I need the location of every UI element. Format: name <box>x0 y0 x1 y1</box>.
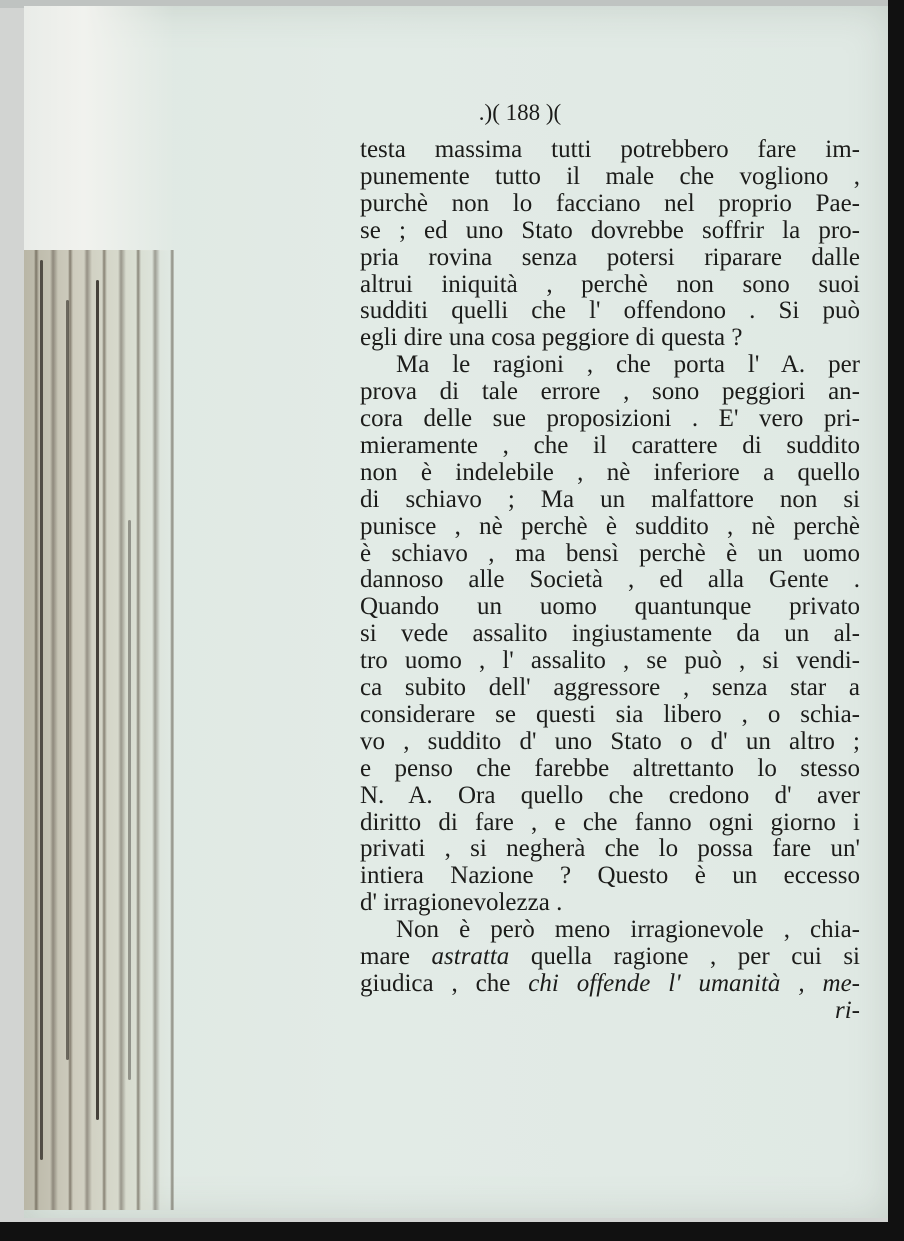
text-line <box>360 782 860 809</box>
text-line <box>360 701 860 728</box>
line-text: purchè non lo facciano nel proprio Pae- <box>360 189 860 217</box>
line-text: cora delle sue proposizioni . E' vero pri- <box>360 405 860 432</box>
line-text: punemente tutto il male che vogliono , <box>360 162 860 190</box>
line-text: considerare se questi sia libero , o schia- <box>360 700 860 728</box>
text-line <box>360 809 860 836</box>
text-line <box>360 566 860 593</box>
text-line <box>360 728 860 755</box>
line-text: sudditi quelli che l' offendono . Si può <box>360 297 860 325</box>
text-line <box>360 647 860 674</box>
line-text: privati , si negherà che lo possa fare un' <box>360 835 860 863</box>
text-line <box>360 136 860 163</box>
text-line <box>360 432 860 459</box>
line-text: diritto di fare , e che fanno ogni giorno i <box>360 808 860 836</box>
text-line <box>360 244 860 271</box>
line-text: Ma le ragioni , che porta l' A. per <box>396 351 860 379</box>
text-line <box>360 674 860 701</box>
line-text: pria rovina senza potersi riparare dalle <box>360 243 860 271</box>
binding-crease <box>128 520 131 1080</box>
line-text: d' irragionevolezza . <box>360 889 563 917</box>
line-text: mieramente , che il carattere di suddito <box>360 431 860 459</box>
text-line <box>360 378 860 405</box>
binding-crease <box>40 260 43 1160</box>
line-text: N. A. Ora quello che credono d' aver <box>360 781 860 809</box>
binding-crease <box>96 280 99 1120</box>
text-line <box>360 486 860 513</box>
scanner-bottom-edge <box>0 1222 904 1241</box>
text-line <box>360 297 860 324</box>
text-line <box>360 217 860 244</box>
line-text: mare <box>360 943 432 970</box>
line-text: è schiavo , ma bensì perchè è un uomo <box>360 539 860 567</box>
text-line <box>360 459 860 486</box>
line-text: Non è però meno irragionevole , chia- <box>396 916 860 944</box>
book-binding-strip <box>24 250 174 1210</box>
line-text: ri- <box>835 996 860 1024</box>
line-text: non è indelebile , nè inferiore a quello <box>360 458 860 486</box>
text-line <box>360 835 860 862</box>
italic-text: astratta <box>431 943 510 970</box>
text-line <box>360 970 860 997</box>
text-line <box>360 271 860 298</box>
line-text: giudica , che <box>360 969 529 997</box>
binding-strip-top <box>24 6 174 251</box>
text-line <box>360 889 860 916</box>
text-line <box>360 163 860 190</box>
text-line <box>360 997 860 1024</box>
line-text: quella ragione , per cui si <box>509 943 861 970</box>
text-line <box>360 190 860 217</box>
scanner-right-edge <box>888 0 904 1241</box>
line-text: altrui iniquità , perchè non sono suoi <box>360 270 860 298</box>
text-line <box>360 943 860 970</box>
text-line <box>360 862 860 889</box>
line-text: Quando un uomo quantunque privato <box>360 593 860 621</box>
line-text: se ; ed uno Stato dovrebbe soffrir la pro- <box>360 216 860 244</box>
line-text: ca subito dell' aggressore , senza star a <box>360 674 860 701</box>
line-text: dannoso alle Società , ed alla Gente . <box>360 566 860 594</box>
text-line <box>360 620 860 647</box>
italic-text: chi offende l' umanità , me- <box>528 969 860 997</box>
text-line <box>360 916 860 943</box>
line-text: egli dire una cosa peggiore di questa ? <box>360 324 743 352</box>
text-line <box>360 755 860 782</box>
line-text: punisce , nè perchè è suddito , nè perchè <box>360 512 860 540</box>
text-line <box>360 351 860 378</box>
binding-crease <box>66 300 69 1060</box>
line-text: vo , suddito d' uno Stato o d' un altro ; <box>360 727 860 755</box>
line-text: tro uomo , l' assalito , se può , si vendi- <box>360 647 860 675</box>
line-text: testa massima tutti potrebbero fare im- <box>360 136 860 163</box>
line-text: intiera Nazione ? Questo è un eccesso <box>360 862 860 890</box>
text-line <box>360 324 860 351</box>
line-text: di schiavo ; Ma un malfattore non si <box>360 485 860 513</box>
text-line <box>360 513 860 540</box>
text-line <box>360 593 860 620</box>
page-header: .)( 188 )( <box>478 100 562 125</box>
line-text: prova di tale errore , sono peggiori an- <box>360 378 860 406</box>
line-text: si vede assalito ingiustamente da un al- <box>360 620 860 648</box>
line-text: e penso che farebbe altrettanto lo stesso <box>360 754 860 782</box>
text-line <box>360 540 860 567</box>
text-line <box>360 405 860 432</box>
